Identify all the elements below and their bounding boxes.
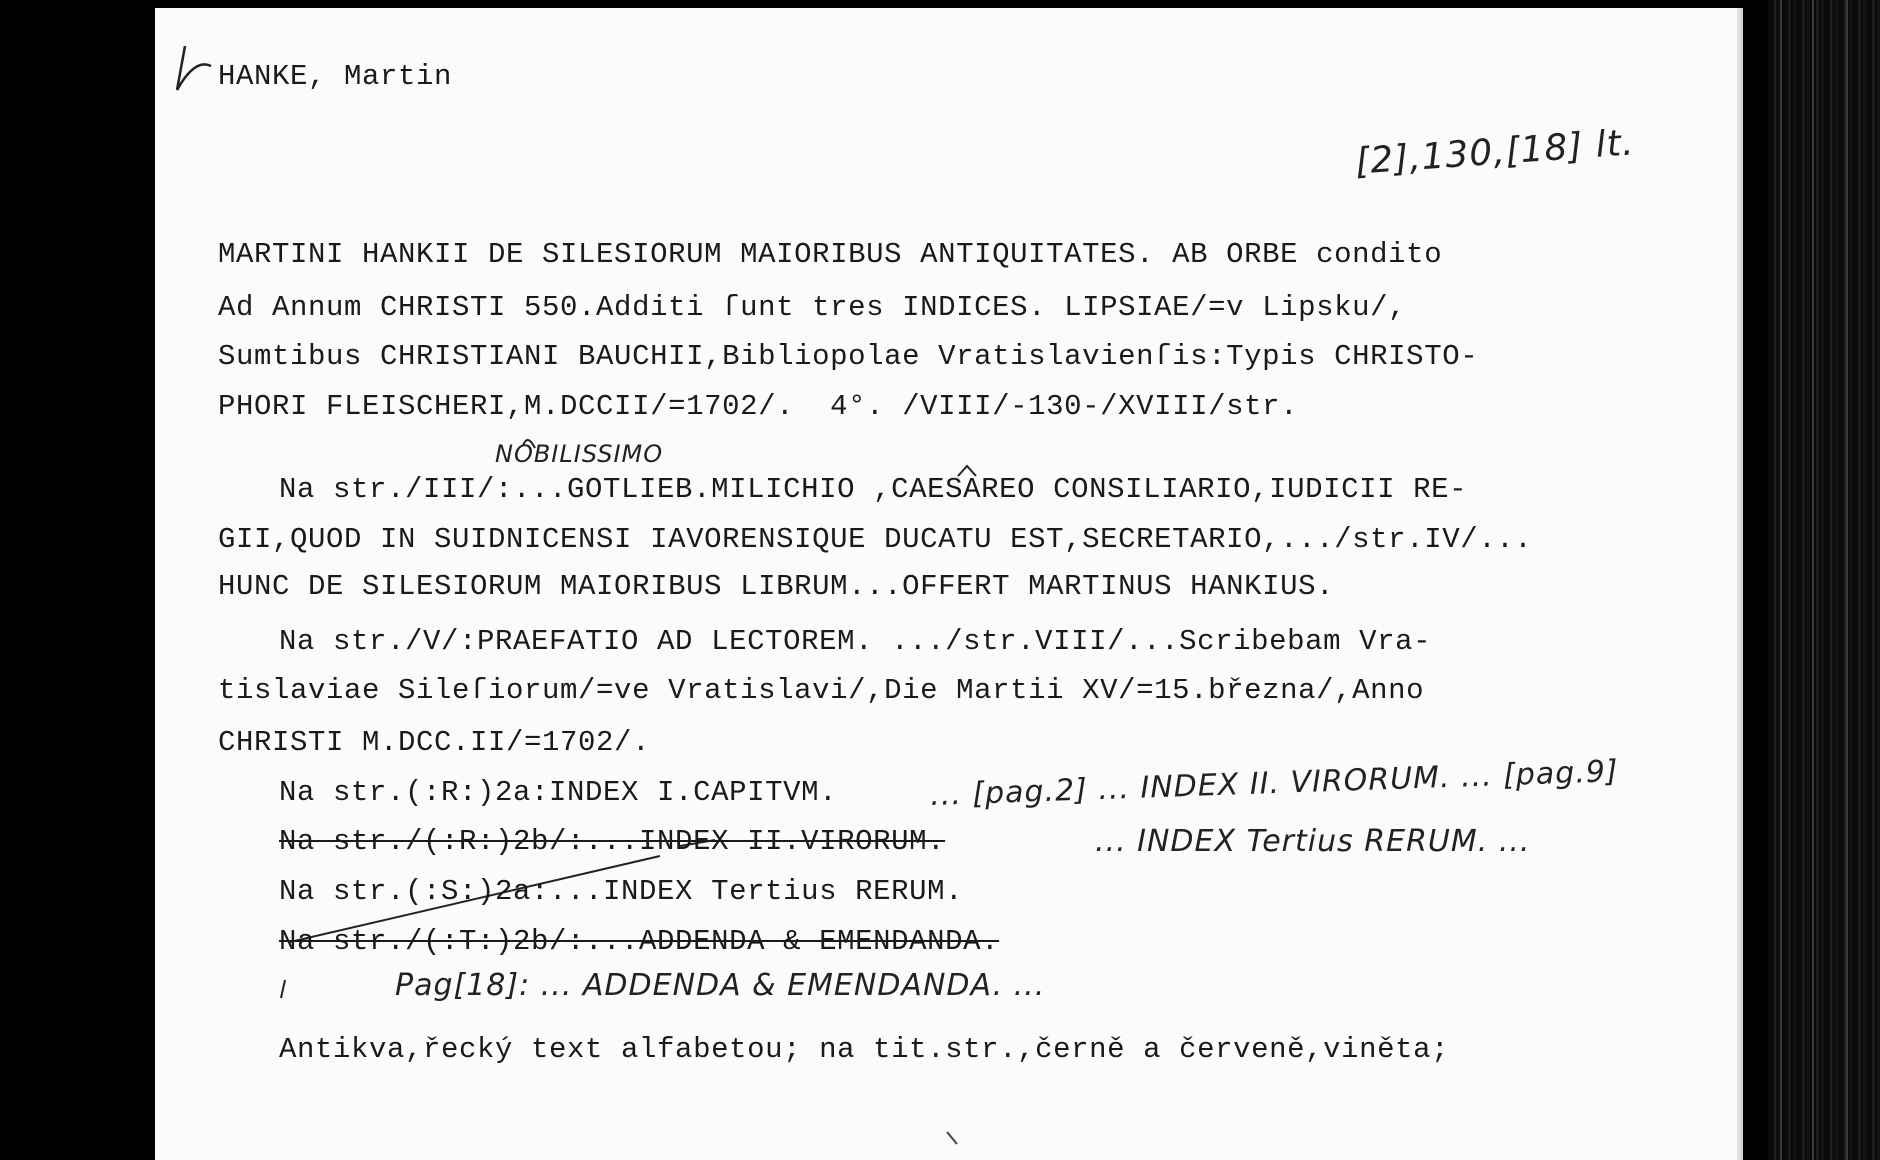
title-line-4: PHORI FLEISCHERI,M.DCCII/=1702/. 4°. /VIII/-130-/XVIII/str. [218,390,1299,423]
preface-line-1: Na str./V/:PRAEFATIO AD LECTOREM. .../str.VIII/...Scribebam Vra- [279,625,1432,658]
preface-line-2: tislaviae Sileſiorum/=ve Vratislavi/,Die Martii XV/=15.března/,Anno [218,674,1425,707]
title-line-3: Sumtibus CHRISTIANI BAUCHII,Bibliopolae Vratislavienſis:Typis CHRISTO- [218,340,1479,373]
handwritten-insert: NOBILISSIMO [495,440,664,468]
dedication-line-1: Na str./III/:...GOTLIEB.MILICHIO ,CAESAREO CONSILIARIO,IUDICII RE- [279,473,1468,506]
pagination-note: [2],130,[18] lt. [1353,122,1636,183]
title-line-1: MARTINI HANKII DE SILESIORUM MAIORIBUS ANTIQUITATES. AB ORBE condito [218,238,1443,271]
stray-mark-bottom [947,1132,957,1144]
title-line-2: Ad Annum CHRISTI 550.Additi ſunt tres INDICES. LIPSIAE/=v Lipsku/, [218,291,1407,324]
catalog-card [155,8,1743,1160]
handwritten-index-note-3: Pag[18]: ... ADDENDA & EMENDANDA. ... [395,968,1046,1003]
dedication-line-3: HUNC DE SILESIORUM MAIORIBUS LIBRUM...OFFERT MARTINUS HANKIUS. [218,570,1335,603]
handwritten-index-note-2: ... INDEX Tertius RERUM. ... [1095,824,1531,859]
author-heading: HANKE, Martin [218,60,453,93]
index-line-4-struck: Na str./(:T:)2b/:...ADDENDA & EMENDANDA. [279,925,1000,958]
stray-mark [281,980,285,998]
preface-line-3: CHRISTI M.DCC.II/=1702/. [218,726,651,759]
index-line-2-struck: Na str./(:R:)2b/:...INDEX II.VIRORUM. [279,825,946,858]
index-line-3: Na str.(:S:)2a:...INDEX Tertius RERUM. [279,875,964,908]
index-line-1: Na str.(:R:)2a:INDEX I.CAPITVM. [279,776,838,809]
handwritten-index-note-1: ... [pag.2] ... INDEX II. VIRORUM. ... [pag.9] [929,753,1620,814]
film-strip-edge [1768,0,1880,1160]
corner-check-mark [177,46,211,90]
dedication-line-2: GII,QUOD IN SUIDNICENSI IAVORENSIQUE DUCATU EST,SECRETARIO,.../str.IV/... [218,523,1533,556]
physical-description-line: Antikva,řecký text alfabetou; na tit.str.,černě a červeně,viněta; [279,1033,1450,1066]
